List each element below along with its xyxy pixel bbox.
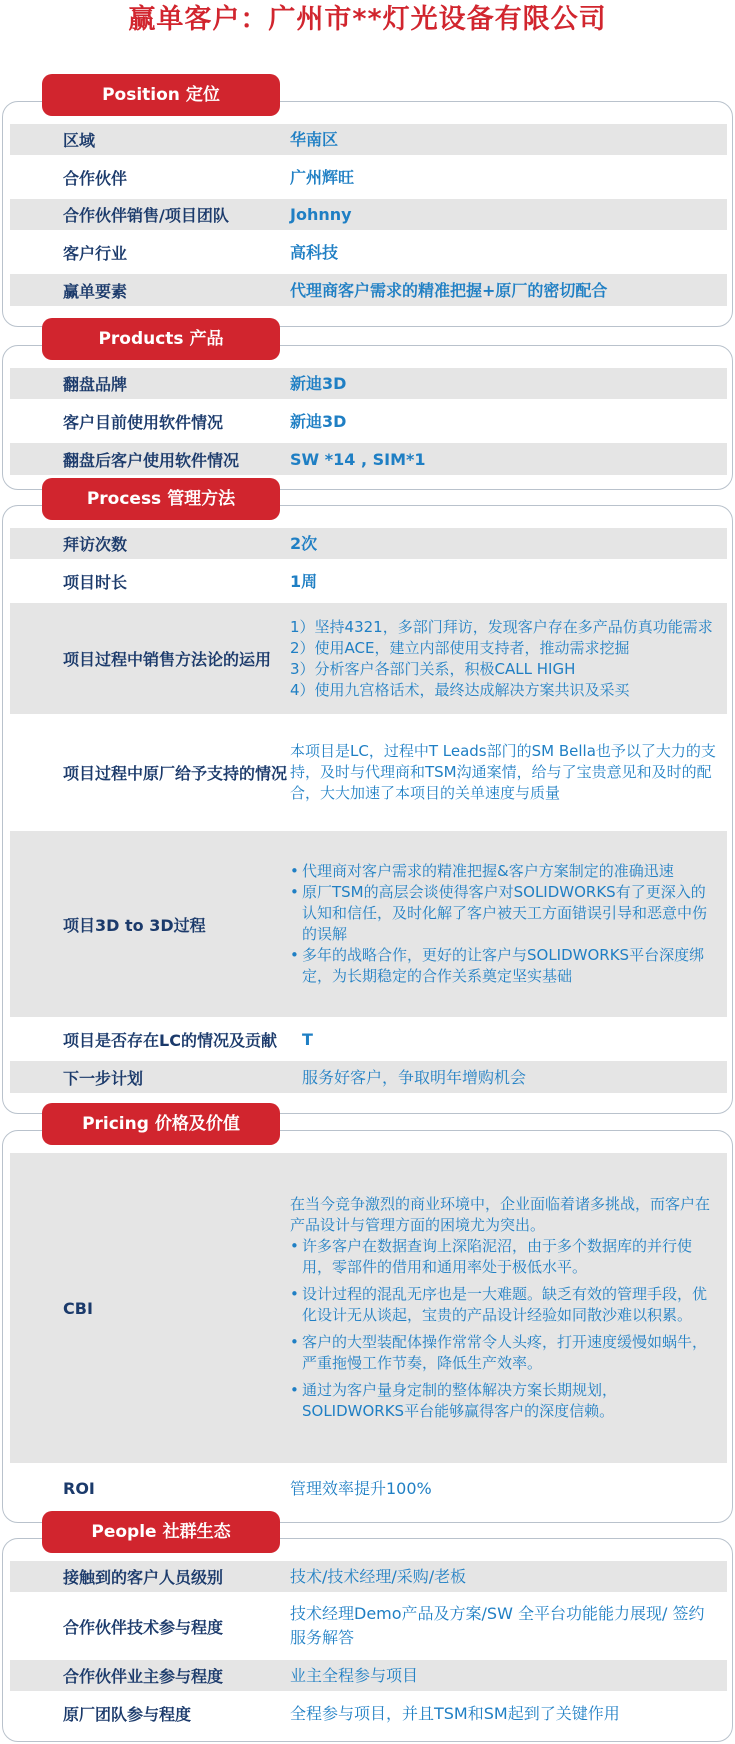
section-tab-en: Products xyxy=(98,329,184,349)
row-value: 新迪3D xyxy=(290,374,347,393)
table-row xyxy=(10,124,727,155)
list-item: • 客户的大型装配体操作常常令人头疼，打开速度缓慢如蜗牛，严重拖慢工作节奏，降低生产效率。 xyxy=(290,1332,719,1374)
row-value: 2次 xyxy=(290,534,318,553)
row-label: 合作伙伴业主参与程度 xyxy=(63,1667,224,1686)
table-row xyxy=(10,234,727,270)
list-item: • 代理商对客户需求的精准把握&客户方案制定的准确迅速 xyxy=(290,861,719,882)
list-item: • 通过为客户量身定制的整体解决方案长期规划，SOLIDWORKS平台能够赢得客户的深度信赖。 xyxy=(290,1380,719,1422)
row-value: 全程参与项目，并且TSM和SM起到了关键作用 xyxy=(290,1703,620,1723)
row-label: 原厂团队参与程度 xyxy=(63,1704,192,1724)
section-products xyxy=(2,345,733,490)
row-value: SW *14 , SIM*1 xyxy=(290,449,426,469)
section-people xyxy=(2,1538,733,1742)
row-label: 项目过程中销售方法论的运用 xyxy=(63,650,272,669)
table-row xyxy=(10,603,727,714)
row-value: 业主全程参与项目 xyxy=(290,1666,419,1685)
section-process xyxy=(2,505,733,1114)
row-label: 客户行业 xyxy=(63,243,128,263)
row-label: 合作伙伴销售/项目团队 xyxy=(63,206,229,225)
section-tab-cn: 定位 xyxy=(185,85,220,105)
table-row xyxy=(10,563,727,599)
list-item: • 多年的战略合作，更好的让客户与SOLIDWORKS平台深度绑定，为长期稳定的合作关系奠定坚实基础 xyxy=(290,945,719,987)
row-value: 高科技 xyxy=(290,242,339,262)
section-tab-process xyxy=(42,478,280,520)
table-row xyxy=(10,403,727,439)
section-tab-cn: 产品 xyxy=(189,329,224,349)
section-tab-products xyxy=(42,318,280,360)
row-value xyxy=(290,1194,727,1422)
row-value xyxy=(290,861,727,987)
table-row xyxy=(10,368,727,399)
row-label: 合作伙伴 xyxy=(63,168,128,188)
row-label: 项目过程中原厂给予支持的情况 xyxy=(63,764,288,783)
row-value xyxy=(290,617,727,701)
section-tab-en: Position xyxy=(102,85,180,105)
row-label: 客户目前使用软件情况 xyxy=(63,412,224,432)
row-label: 翻盘后客户使用软件情况 xyxy=(63,450,240,470)
row-label: CBI xyxy=(63,1298,93,1318)
bullet-list xyxy=(290,1236,719,1422)
row-label: 区域 xyxy=(63,131,96,150)
list-item: • 设计过程的混乱无序也是一大难题。缺乏有效的管理手段，优化设计无从谈起，宝贵的产品设计经验如同散沙难以积累。 xyxy=(290,1284,719,1326)
table-row xyxy=(10,199,727,230)
list-item: 3）分析客户各部门关系，积极CALL HIGH xyxy=(290,659,576,678)
row-value: 服务好客户，争取明年增购机会 xyxy=(302,1067,527,1087)
row-label: 下一步计划 xyxy=(63,1068,144,1088)
row-value: Johnny xyxy=(290,205,352,224)
row-value: 技术/技术经理/采购/老板 xyxy=(290,1567,467,1586)
row-label: 合作伙伴技术参与程度 xyxy=(63,1617,224,1637)
section-tab-en: People xyxy=(91,1522,157,1542)
table-row xyxy=(10,274,727,306)
page-title: 赢单客户：广州市**灯光设备有限公司 xyxy=(128,4,607,35)
row-value: 管理效率提升100% xyxy=(290,1478,432,1498)
table-row xyxy=(10,1561,727,1592)
section-tab-cn: 社群生态 xyxy=(162,1522,231,1542)
list-item: • 原厂TSM的高层会谈使得客户对SOLIDWORKS有了更深入的认知和信任，及时化解了客户被天工方面错误引导和恶意中伤的误解 xyxy=(290,882,719,945)
row-label: 接触到的客户人员级别 xyxy=(63,1568,224,1587)
section-tab-en: Process xyxy=(86,489,162,509)
section-pricing xyxy=(2,1130,733,1523)
row-label: 赢单要素 xyxy=(63,281,128,301)
row-value: 代理商客户需求的精准把握+原厂的密切配合 xyxy=(290,280,608,300)
bullet-list xyxy=(290,861,719,987)
row-value: 华南区 xyxy=(290,130,339,149)
list-item: 4）使用九宫格话术，最终达成解决方案共识及采买 xyxy=(290,680,630,699)
table-row xyxy=(10,1021,727,1057)
list-item: 1）坚持4321，多部门拜访，发现客户存在多产品仿真功能需求 xyxy=(290,617,713,636)
table-row xyxy=(10,159,727,195)
row-value: 1周 xyxy=(290,571,318,591)
section-tab-people xyxy=(42,1511,280,1553)
list-item: 2）使用ACE，建立内部使用支持者，推动需求挖掘 xyxy=(290,638,630,657)
section-tab-cn: 价格及价值 xyxy=(154,1114,240,1134)
table-row xyxy=(10,1061,727,1093)
row-label: 项目时长 xyxy=(63,572,128,592)
row-value: 广州辉旺 xyxy=(290,167,355,187)
row-value: T xyxy=(302,1029,313,1049)
row-value: 技术经理Demo产品及方案/SW 全平台功能能力展现/ 签约服务解答 xyxy=(290,1604,705,1647)
table-row xyxy=(10,443,727,475)
table-row xyxy=(10,1596,727,1656)
row-value: 新迪3D xyxy=(290,411,347,431)
section-tab-pricing xyxy=(42,1103,280,1145)
table-row xyxy=(10,1695,727,1731)
row-label: 翻盘品牌 xyxy=(63,375,128,394)
table-row xyxy=(10,1153,727,1463)
row-value: 本项目是LC，过程中T Leads部门的SM Bella也予以了大力的支持，及时与代理商和TSM沟通案情，给与了宝贵意见和及时的配合，大大加速了本项目的关单速度与质量 xyxy=(290,742,716,802)
numbered-list xyxy=(290,617,719,701)
cbi-intro: 在当今竞争激烈的商业环境中，企业面临着诸多挑战，而客户在产品设计与管理方面的困境尤为突出。 xyxy=(290,1195,711,1234)
row-label: ROI xyxy=(63,1478,95,1498)
section-tab-en: Pricing xyxy=(82,1114,149,1134)
section-tab-cn: 管理方法 xyxy=(167,489,236,509)
section-tab-position xyxy=(42,74,280,116)
row-label: 项目是否存在LC的情况及贡献 xyxy=(63,1030,277,1050)
list-item: • 许多客户在数据查询上深陷泥沼，由于多个数据库的并行使用，零部件的借用和通用率处于极低水平。 xyxy=(290,1236,719,1278)
row-label: 拜访次数 xyxy=(63,535,128,554)
table-row xyxy=(10,528,727,559)
table-row xyxy=(10,831,727,1017)
table-row xyxy=(10,1660,727,1691)
table-row xyxy=(10,1467,727,1509)
row-label: 项目3D to 3D过程 xyxy=(63,915,206,935)
section-position xyxy=(2,101,733,327)
table-row xyxy=(10,718,727,827)
